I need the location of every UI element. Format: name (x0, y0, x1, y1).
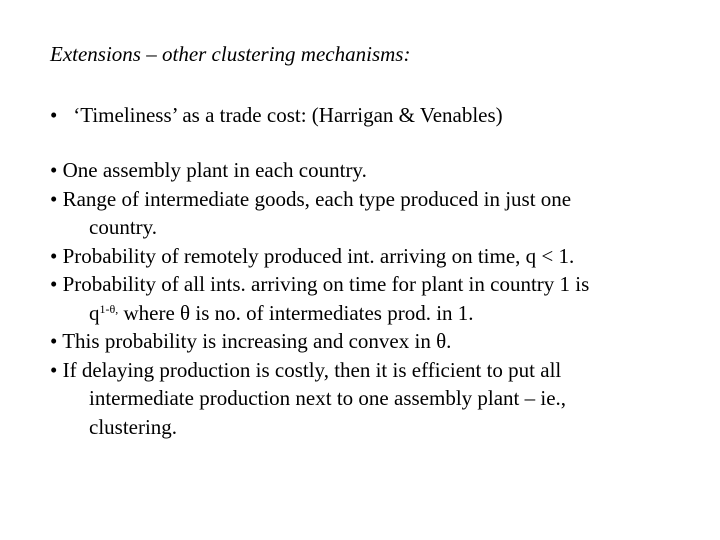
bullet-text: This probability is increasing and convex in θ. (62, 329, 452, 353)
bullet-2-continuation: country. (89, 215, 158, 239)
bullet-marker: • (50, 103, 58, 127)
bullet-6-continuation-2: clustering. (89, 414, 178, 439)
slide-title: Extensions – other clustering mechanisms: (50, 42, 411, 66)
bullet-text: One assembly plant in each country. (62, 158, 367, 182)
bullet-text: If delaying production is costly, then it is efficient to put all (62, 357, 562, 382)
bullet-marker: • (50, 272, 58, 296)
bullet-2 (50, 185, 700, 214)
bullet-marker: • (50, 357, 58, 382)
bullet-marker: • (50, 329, 58, 353)
bullet-marker: • (50, 243, 58, 268)
bullet-6-continuation-1: intermediate production next to one assembly plant – ie., (89, 386, 567, 410)
bullet-6 (50, 356, 700, 385)
bullet-marker: • (50, 186, 58, 211)
bullet-5 (50, 327, 700, 356)
formula-exponent: 1-θ, (99, 301, 119, 316)
bullet-text: Probability of remotely produced int. arriving on time, q < 1. (62, 243, 575, 268)
bullet-1 (50, 156, 700, 185)
bullet-text: Probability of all ints. arriving on time for plant in country 1 is (62, 272, 590, 296)
intro-bullet (50, 101, 503, 129)
bullet-list (50, 156, 700, 441)
bullet-text: Range of intermediate goods, each type produced in just one (62, 186, 572, 211)
bullet-3 (50, 242, 700, 271)
bullet-4-continuation (50, 299, 700, 328)
bullet-4 (50, 270, 700, 299)
formula-q: q (89, 300, 100, 325)
bullet-4-rest: where θ is no. of intermediates prod. in 1. (118, 300, 474, 325)
intro-text: ‘Timeliness’ as a trade cost: (Harrigan & Venables) (73, 103, 503, 127)
bullet-marker: • (50, 158, 58, 182)
